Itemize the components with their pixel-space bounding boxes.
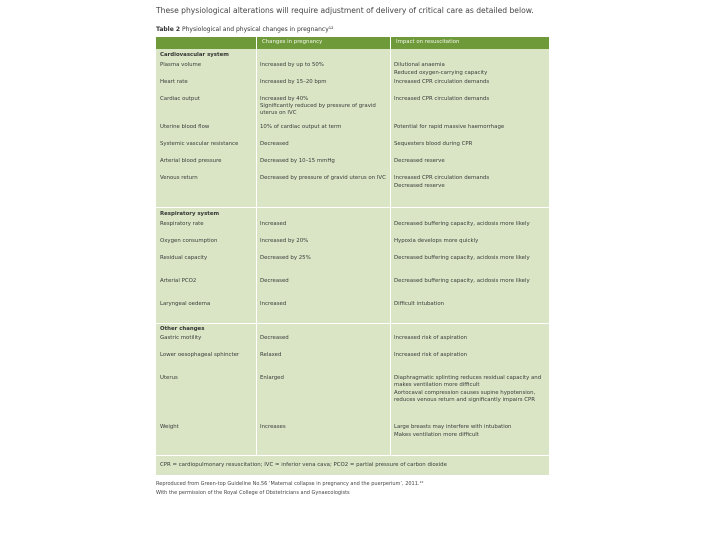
section-cardiovascular: Cardiovascular system	[160, 52, 229, 58]
row-change-line: Relaxed	[260, 352, 282, 358]
row-parameter	[160, 238, 256, 245]
row-impact	[394, 375, 544, 404]
row-impact	[394, 96, 544, 103]
source-note	[156, 480, 424, 498]
row-impact-line: Increased CPR circulation demands	[394, 96, 490, 102]
row-change	[260, 124, 388, 131]
row-change-line: Enlarged	[260, 375, 284, 381]
row-parameter-line: Arterial blood pressure	[160, 158, 222, 164]
table-title: Physiological and physical changes in pregnancy¹²	[181, 26, 334, 33]
row-change	[260, 278, 388, 285]
row-impact-line: Decreased reserve	[394, 158, 445, 164]
row-parameter-line: Weight	[160, 424, 179, 430]
row-parameter-line: Venous return	[160, 175, 198, 181]
intro-text: These physiological alterations will require adjustment of delivery of critical care as detailed below.	[156, 6, 534, 15]
row-parameter	[160, 375, 256, 382]
row-impact	[394, 301, 544, 308]
section-divider	[156, 207, 549, 208]
row-change	[260, 175, 388, 182]
row-impact-line: Difficult intubation	[394, 301, 445, 307]
row-parameter	[160, 124, 256, 131]
row-impact	[394, 221, 544, 228]
row-change	[260, 96, 388, 117]
row-change	[260, 79, 388, 86]
row-impact-line: Increased CPR circulation demands	[394, 175, 490, 181]
footnote-divider	[156, 455, 549, 456]
row-parameter	[160, 301, 256, 308]
row-parameter-line: Residual capacity	[160, 255, 208, 261]
row-impact-line: Decreased reserve	[394, 183, 445, 189]
row-parameter-line: Uterine blood flow	[160, 124, 210, 130]
row-impact	[394, 62, 544, 77]
row-change	[260, 335, 388, 342]
row-parameter-line: Uterus	[160, 375, 178, 381]
row-parameter	[160, 175, 256, 182]
row-impact	[394, 124, 544, 131]
row-impact	[394, 255, 544, 262]
table-caption	[156, 26, 334, 33]
row-change-line: Increased by 15–20 bpm	[260, 79, 327, 85]
row-change-line: Increased by up to 50%	[260, 62, 324, 68]
row-change	[260, 158, 388, 165]
row-parameter	[160, 221, 256, 228]
row-impact-line: Sequesters blood during CPR	[394, 141, 473, 147]
row-change	[260, 352, 388, 359]
row-change-line: Decreased by pressure of gravid uterus on IVC	[260, 175, 386, 181]
row-impact-line: Increased CPR circulation demands	[394, 79, 490, 85]
row-impact-line: Makes ventilation more difficult	[394, 432, 479, 438]
row-impact-line: Increased risk of aspiration	[394, 335, 468, 341]
row-parameter	[160, 141, 256, 148]
row-parameter	[160, 158, 256, 165]
row-change-line: Significantly reduced by pressure of gravid uterus on IVC	[260, 103, 376, 116]
row-impact-line: Reduced oxygen-carrying capacity	[394, 70, 488, 76]
row-impact-line: Large breasts may interfere with intubation	[394, 424, 512, 430]
row-change-line: Increases	[260, 424, 286, 430]
row-parameter	[160, 278, 256, 285]
row-impact	[394, 352, 544, 359]
row-parameter-line: Lower oesophageal sphincter	[160, 352, 240, 358]
header-impact: Impact on resuscitation	[396, 39, 460, 45]
row-change	[260, 238, 388, 245]
row-parameter-line: Systemic vascular resistance	[160, 141, 239, 147]
row-impact-line: Decreased buffering capacity, acidosis more likely	[394, 255, 530, 261]
row-change-line: Increased	[260, 301, 287, 307]
row-parameter-line: Arterial PCO2	[160, 278, 197, 284]
row-impact	[394, 158, 544, 165]
row-impact-line: Dilutional anaemia	[394, 62, 445, 68]
row-change	[260, 255, 388, 262]
row-parameter	[160, 335, 256, 342]
section-respiratory: Respiratory system	[160, 211, 220, 217]
row-parameter-line: Gastric motility	[160, 335, 202, 341]
row-impact-line: Decreased buffering capacity, acidosis more likely	[394, 278, 530, 284]
source-line: Reproduced from Green-top Guideline No.56 ‘Maternal collapse in pregnancy and the puerperium’, 2011.¹²	[156, 481, 424, 487]
row-impact-line: Potential for rapid massive haemorrhage	[394, 124, 505, 130]
row-parameter-line: Oxygen consumption	[160, 238, 218, 244]
table-label: Table 2	[156, 26, 181, 33]
row-change-line: Decreased	[260, 141, 289, 147]
row-parameter	[160, 352, 256, 359]
row-change	[260, 375, 388, 382]
header-changes: Changes in pregnancy	[262, 39, 323, 45]
row-parameter	[160, 96, 256, 103]
column-divider	[390, 37, 391, 455]
row-change	[260, 141, 388, 148]
row-change-line: Decreased	[260, 278, 289, 284]
table-footnote: CPR = cardiopulmonary resuscitation; IVC = inferior vena cava; PCO2 = partial pressure of carbon dioxide	[160, 462, 447, 468]
row-impact	[394, 238, 544, 245]
row-change-line: Decreased by 25%	[260, 255, 311, 261]
row-parameter-line: Laryngeal oedema	[160, 301, 211, 307]
row-impact	[394, 79, 544, 86]
section-other: Other changes	[160, 326, 205, 332]
row-change-line: Increased by 40%	[260, 96, 309, 102]
row-impact	[394, 424, 544, 439]
row-impact-line: Diaphragmatic splinting reduces residual capacity and makes ventilation more difficult	[394, 375, 542, 388]
row-impact-line: Decreased buffering capacity, acidosis more likely	[394, 221, 530, 227]
row-change-line: Increased by 20%	[260, 238, 309, 244]
row-impact	[394, 175, 544, 190]
row-impact-line: Increased risk of aspiration	[394, 352, 468, 358]
row-impact	[394, 278, 544, 285]
row-change	[260, 221, 388, 228]
row-change	[260, 301, 388, 308]
row-parameter	[160, 62, 256, 69]
row-parameter-line: Cardiac output	[160, 96, 200, 102]
table-header-row	[156, 37, 549, 49]
row-parameter-line: Heart rate	[160, 79, 188, 85]
row-impact	[394, 141, 544, 148]
section-divider	[156, 323, 549, 324]
row-change-line: Decreased by 10–15 mmHg	[260, 158, 335, 164]
row-change	[260, 424, 388, 431]
row-change-line: Increased	[260, 221, 287, 227]
row-parameter-line: Plasma volume	[160, 62, 202, 68]
row-parameter	[160, 255, 256, 262]
physiology-table	[156, 37, 549, 475]
row-impact	[394, 335, 544, 342]
row-impact-line: Hypoxia develops more quickly	[394, 238, 479, 244]
row-parameter	[160, 79, 256, 86]
row-parameter	[160, 424, 256, 431]
row-change	[260, 62, 388, 69]
row-change-line: 10% of cardiac output at term	[260, 124, 342, 130]
column-divider	[256, 37, 257, 455]
row-impact-line: Aortocaval compression causes supine hypotension, reduces venous return and significantly impairs CPR	[394, 390, 536, 403]
row-change-line: Decreased	[260, 335, 289, 341]
row-parameter-line: Respiratory rate	[160, 221, 204, 227]
source-line: With the permission of the Royal College of Obstetricians and Gynaecologists	[156, 490, 350, 496]
